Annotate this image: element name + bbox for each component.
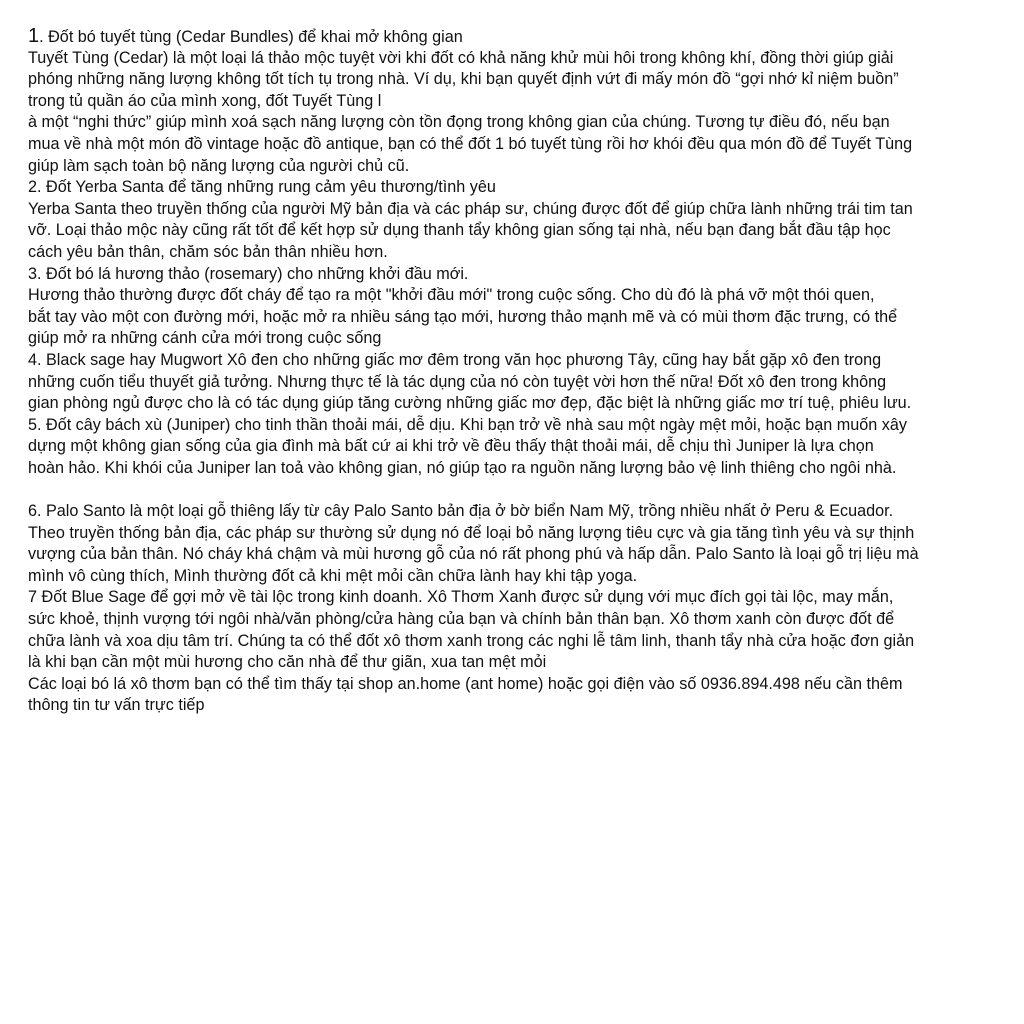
text-line: sức khoẻ, thịnh vượng tới ngôi nhà/văn phòng/cửa hàng của bạn và chính bản thân bạn. Xô thơm xanh còn được đốt để [28,610,895,629]
text-line [28,479,1018,501]
text-line: Theo truyền thống bản địa, các pháp sư thường sử dụng nó để loại bỏ năng lượng tiêu cực và gia tăng tình yêu và sự thịnh [28,523,915,542]
text-line: giúp mở ra những cánh cửa mới trong cuộc sống [28,329,382,348]
text-line: là khi bạn cần một mùi hương cho căn nhà để thư giãn, xua tan mệt mỏi [28,653,547,672]
text-line: mình vô cùng thích, Mình thường đốt cả khi mệt mỏi cần chữa lành hay khi tập yoga. [28,566,638,585]
text-line: 2. Đốt Yerba Santa để tăng những rung cảm yêu thương/tình yêu [28,178,496,197]
text-line: dựng một không gian sống của gia đình mà bất cứ ai khi trở về đều thấy thật thoải mái, dễ chịu thì Juniper là lựa chọn [28,437,874,456]
text-line: 7 Đốt Blue Sage để gợi mở về tài lộc trong kinh doanh. Xô Thơm Xanh được sử dụng với mục đích gọi tài lộc, may mắn, [28,588,894,607]
text-line: Tuyết Tùng (Cedar) là một loại lá thảo mộc tuyệt vời khi đốt có khả năng khử mùi hôi trong không khí, đồng thời giúp giải [28,48,894,67]
text-line: vỡ. Loại thảo mộc này cũng rất tốt để kết hợp sử dụng thanh tẩy không gian sống tại nhà, nếu bạn đang bắt đầu tập học [28,221,891,240]
text-line: bắt tay vào một con đường mới, hoặc mở ra nhiều sáng tạo mới, hương thảo mạnh mẽ và có mùi thơm đặc trưng, có thể [28,307,898,326]
text-line: 3. Đốt bó lá hương thảo (rosemary) cho những khởi đầu mới. [28,264,469,283]
text-line: những cuốn tiểu thuyết giả tưởng. Nhưng thực tế là tác dụng của nó còn tuyệt vời hơn thế nữa! Đốt xô đen trong không [28,372,887,391]
text-line: Yerba Santa theo truyền thống của người Mỹ bản địa và các pháp sư, chúng được đốt để giúp chữa lành những trái tim tan [28,199,913,218]
text-line: 1. Đốt bó tuyết tùng (Cedar Bundles) để khai mở không gian [28,25,463,47]
text-line: 6. Palo Santo là một loại gỗ thiêng lấy từ cây Palo Santo bản địa ở bờ biển Nam Mỹ, trồng nhiều nhất ở Peru & Ecuador. [28,502,894,521]
text-line: trong tủ quần áo của mình xong, đốt Tuyết Tùng l [28,91,382,110]
document-body [28,26,1018,717]
text-line: à một “nghi thức” giúp mình xoá sạch năng lượng còn tồn đọng trong không gian của chúng. Tương tự điều đó, nếu bạn [28,113,890,132]
text-line: thông tin tư vấn trực tiếp [28,696,205,715]
text-line: Các loại bó lá xô thơm bạn có thể tìm thấy tại shop an.home (ant home) hoặc gọi điện vào số 0936.894.498 nếu cần thêm [28,674,903,693]
text-line: vượng của bản thân. Nó cháy khá chậm và mùi hương gỗ của nó rất phong phú và hấp dẫn. Palo Santo là loại gỗ trị liệu mà [28,545,919,564]
text-line: phóng những năng lượng không tốt tích tụ trong nhà. Ví dụ, khi bạn quyết định vứt đi mấy món đồ “gợi nhớ kỉ niệm buồn” [28,70,899,89]
section-number: 1 [28,25,40,47]
text-line: chữa lành và xoa dịu tâm trí. Chúng ta có thể đốt xô thơm xanh trong các nghi lễ tâm linh, thanh tẩy nhà cửa hoặc đơn giản [28,631,915,650]
text-line: giúp làm sạch toàn bộ năng lượng của người chủ cũ. [28,156,410,175]
text-line: cách yêu bản thân, chăm sóc bản thân nhiều hơn. [28,242,388,261]
text-line: mua về nhà một món đồ vintage hoặc đồ antique, bạn có thể đốt 1 bó tuyết tùng rồi hơ khói đều qua món đồ để Tuyết Tùng [28,134,913,153]
text-line: 5. Đốt cây bách xù (Juniper) cho tinh thần thoải mái, dễ dịu. Khi bạn trở về nhà sau một ngày mệt mỏi, hoặc bạn muốn xây [28,415,907,434]
text-line: Hương thảo thường được đốt cháy để tạo ra một "khởi đầu mới" trong cuộc sống. Cho dù đó là phá vỡ một thói quen, [28,286,875,305]
text-line: gian phòng ngủ được cho là có tác dụng giúp tăng cường những giấc mơ đẹp, đặc biệt là những giấc mơ trí tuệ, phiêu lưu. [28,394,912,413]
text-line: 4. Black sage hay Mugwort Xô đen cho những giấc mơ đêm trong văn học phương Tây, cũng hay bắt gặp xô đen trong [28,350,882,369]
text-line: hoàn hảo. Khi khói của Juniper lan toả vào không gian, nó giúp tạo ra nguồn năng lượng bảo vệ linh thiêng cho ngôi nhà. [28,458,897,477]
